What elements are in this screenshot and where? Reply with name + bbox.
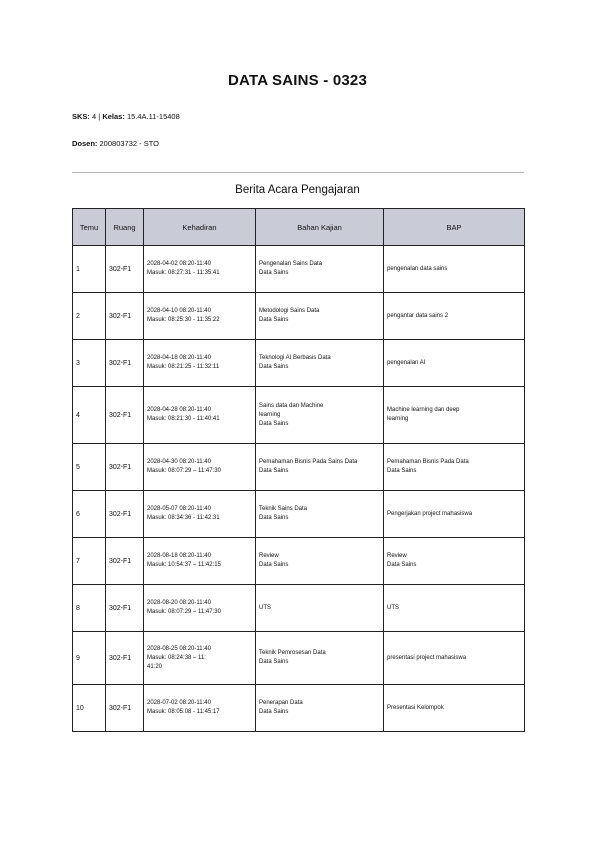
bap-line: Pemahaman Bisnis Pada Data	[387, 459, 469, 465]
cell-temu: 6	[73, 491, 106, 538]
bahan-line: Metodologi Sains Data	[259, 308, 320, 314]
cell-temu: 5	[73, 444, 106, 491]
cell-temu: 8	[73, 585, 106, 632]
table-row	[73, 293, 525, 340]
cell-bap	[384, 685, 525, 732]
bap-line: Data Sains	[387, 562, 417, 568]
attendance-time: Masuk: 08:24:38 – 11:	[147, 654, 206, 661]
cell-bap	[384, 491, 525, 538]
cell-kehadiran	[144, 685, 256, 732]
table-header-row	[73, 209, 525, 246]
cell-ruang: 302-F1	[106, 491, 144, 538]
cell-bap	[384, 585, 525, 632]
attendance-time: Masuk: 08:25:30 - 11:35:22	[147, 317, 220, 323]
table-body	[73, 246, 525, 732]
attendance-time: Masuk: 08:21:30 - 11:40:41	[147, 416, 220, 422]
attendance-time: Masuk: 08:07:29 – 11:47:30	[147, 468, 221, 474]
bap-line: Pengerjakan project mahasiswa	[387, 510, 473, 517]
table-row	[73, 246, 525, 293]
header-temu: Temu	[73, 209, 106, 246]
bap-line: Data Sains	[387, 468, 417, 474]
bahan-line: Teknik Pemrosesan Data	[259, 650, 326, 656]
cell-kehadiran	[144, 491, 256, 538]
bap-table	[72, 208, 525, 732]
cell-bahan-kajian	[256, 585, 384, 632]
page-title: DATA SAINS - 0323	[228, 72, 367, 89]
bahan-line: Pemahaman Bisnis Pada Sains Data	[259, 459, 358, 465]
attendance-time-cont: 41:20	[147, 663, 163, 670]
schedule-time: 2028-04-30 08:20-11:40	[147, 459, 211, 465]
cell-bap	[384, 538, 525, 585]
cell-temu: 9	[73, 632, 106, 685]
cell-temu: 7	[73, 538, 106, 585]
bap-line: Review	[387, 553, 407, 559]
schedule-time: 2028-04-18 08:20-11:40	[147, 355, 211, 361]
cell-ruang: 302-F1	[106, 685, 144, 732]
cell-kehadiran	[144, 293, 256, 340]
attendance-time: Masuk: 08:27:31 - 11:35:41	[147, 270, 220, 276]
header-bahan-kajian: Bahan Kajian	[256, 209, 384, 246]
bahan-line: Data Sains	[259, 515, 289, 521]
cell-ruang: 302-F1	[106, 340, 144, 387]
bahan-line: Sains data dan Machine	[259, 402, 324, 409]
cell-kehadiran	[144, 246, 256, 293]
bap-line: pengenalan AI	[387, 359, 426, 366]
bahan-line: Data Sains	[259, 317, 289, 323]
table-row	[73, 444, 525, 491]
cell-ruang: 302-F1	[106, 387, 144, 444]
schedule-time: 2028-05-07 08:20-11:40	[147, 506, 211, 512]
bahan-line: Teknologi AI Berbasis Data	[259, 355, 331, 361]
cell-bap	[384, 340, 525, 387]
cell-temu: 10	[73, 685, 106, 732]
cell-bahan-kajian	[256, 538, 384, 585]
schedule-time: 2028-08-18 08:20-11:40	[147, 553, 211, 559]
cell-ruang: 302-F1	[106, 293, 144, 340]
cell-temu: 1	[73, 246, 106, 293]
attendance-time: Masuk: 10:54:37 – 11:42:15	[147, 562, 221, 568]
dosen-value: 200803732 - STO	[99, 139, 160, 148]
cell-bap	[384, 444, 525, 491]
bap-line: UTS	[387, 604, 399, 611]
dosen-label: Dosen:	[72, 139, 98, 148]
table-row	[73, 340, 525, 387]
bahan-line: Data Sains	[259, 270, 289, 276]
bahan-line: UTS	[259, 604, 271, 611]
cell-kehadiran	[144, 585, 256, 632]
schedule-time: 2028-08-20 08:20-11:40	[147, 600, 211, 606]
cell-bahan-kajian	[256, 632, 384, 685]
lecturer-line	[72, 139, 159, 148]
meta-separator: |	[98, 112, 101, 121]
bahan-line: Data Sains	[259, 420, 289, 427]
bahan-line: Data Sains	[259, 364, 289, 370]
cell-bap	[384, 246, 525, 293]
cell-kehadiran	[144, 340, 256, 387]
cell-temu: 4	[73, 387, 106, 444]
bahan-line: Data Sains	[259, 659, 289, 665]
bap-line: pengantar data sains 2	[387, 312, 449, 319]
cell-bahan-kajian	[256, 444, 384, 491]
cell-bap	[384, 293, 525, 340]
cell-kehadiran	[144, 632, 256, 685]
schedule-time: 2028-04-02 08:20-11:40	[147, 261, 211, 267]
cell-ruang: 302-F1	[106, 632, 144, 685]
cell-ruang: 302-F1	[106, 538, 144, 585]
attendance-time: Masuk: 08:34:36 - 11:42:31	[147, 515, 220, 521]
cell-ruang: 302-F1	[106, 246, 144, 293]
cell-bahan-kajian	[256, 340, 384, 387]
bahan-line: Data Sains	[259, 468, 289, 474]
cell-bahan-kajian	[256, 246, 384, 293]
table-row	[73, 585, 525, 632]
schedule-time: 2028-08-25 08:20-11:40	[147, 645, 211, 652]
bap-line: Machine learning dan deep	[387, 407, 460, 413]
bahan-line: learning	[259, 411, 281, 418]
schedule-time: 2028-07-02 08:20-11:40	[147, 700, 211, 706]
bahan-line: Penerapan Data	[259, 700, 303, 706]
cell-temu: 3	[73, 340, 106, 387]
schedule-time: 2028-04-28 08:20-11:40	[147, 407, 211, 413]
course-meta-line	[72, 112, 180, 121]
cell-bahan-kajian	[256, 685, 384, 732]
table-row	[73, 491, 525, 538]
table-row	[73, 387, 525, 444]
header-kehadiran: Kehadiran	[144, 209, 256, 246]
cell-bap	[384, 387, 525, 444]
kelas-value: 15.4A.11-15408	[126, 112, 180, 121]
table-row	[73, 538, 525, 585]
sks-label: SKS:	[72, 112, 90, 121]
bahan-line: Data Sains	[259, 562, 289, 568]
cell-kehadiran	[144, 387, 256, 444]
header-bap: BAP	[384, 209, 525, 246]
bahan-line: Pengenalan Sains Data	[259, 261, 323, 267]
cell-bahan-kajian	[256, 387, 384, 444]
cell-bahan-kajian	[256, 293, 384, 340]
bahan-line: Review	[259, 553, 279, 559]
cell-bap	[384, 632, 525, 685]
header-ruang: Ruang	[106, 209, 144, 246]
cell-kehadiran	[144, 538, 256, 585]
table-row	[73, 632, 525, 685]
section-title: Berita Acara Pengajaran	[235, 184, 360, 196]
table-row	[73, 685, 525, 732]
bap-line: Presentasi Kelompok	[387, 704, 444, 711]
attendance-time: Masuk: 08:07:29 – 11:47:30	[147, 609, 221, 615]
bap-line: presentasi project mahasiswa	[387, 654, 467, 661]
kelas-label: Kelas:	[102, 112, 125, 121]
attendance-time: Masuk: 08:05:08 - 11:45:17	[147, 709, 220, 715]
attendance-time: Masuk: 08:21:25 - 11:32:11	[147, 364, 220, 370]
cell-ruang: 302-F1	[106, 444, 144, 491]
bahan-line: Teknik Sains Data	[259, 506, 308, 512]
bap-line: learning	[387, 416, 409, 422]
section-divider	[72, 172, 524, 173]
cell-temu: 2	[73, 293, 106, 340]
bap-line: pengenalan data sains	[387, 265, 448, 272]
bahan-line: Data Sains	[259, 709, 289, 715]
cell-kehadiran	[144, 444, 256, 491]
schedule-time: 2028-04-10 08:20-11:40	[147, 308, 211, 314]
cell-bahan-kajian	[256, 491, 384, 538]
sks-value: 4	[92, 112, 97, 121]
cell-ruang: 302-F1	[106, 585, 144, 632]
